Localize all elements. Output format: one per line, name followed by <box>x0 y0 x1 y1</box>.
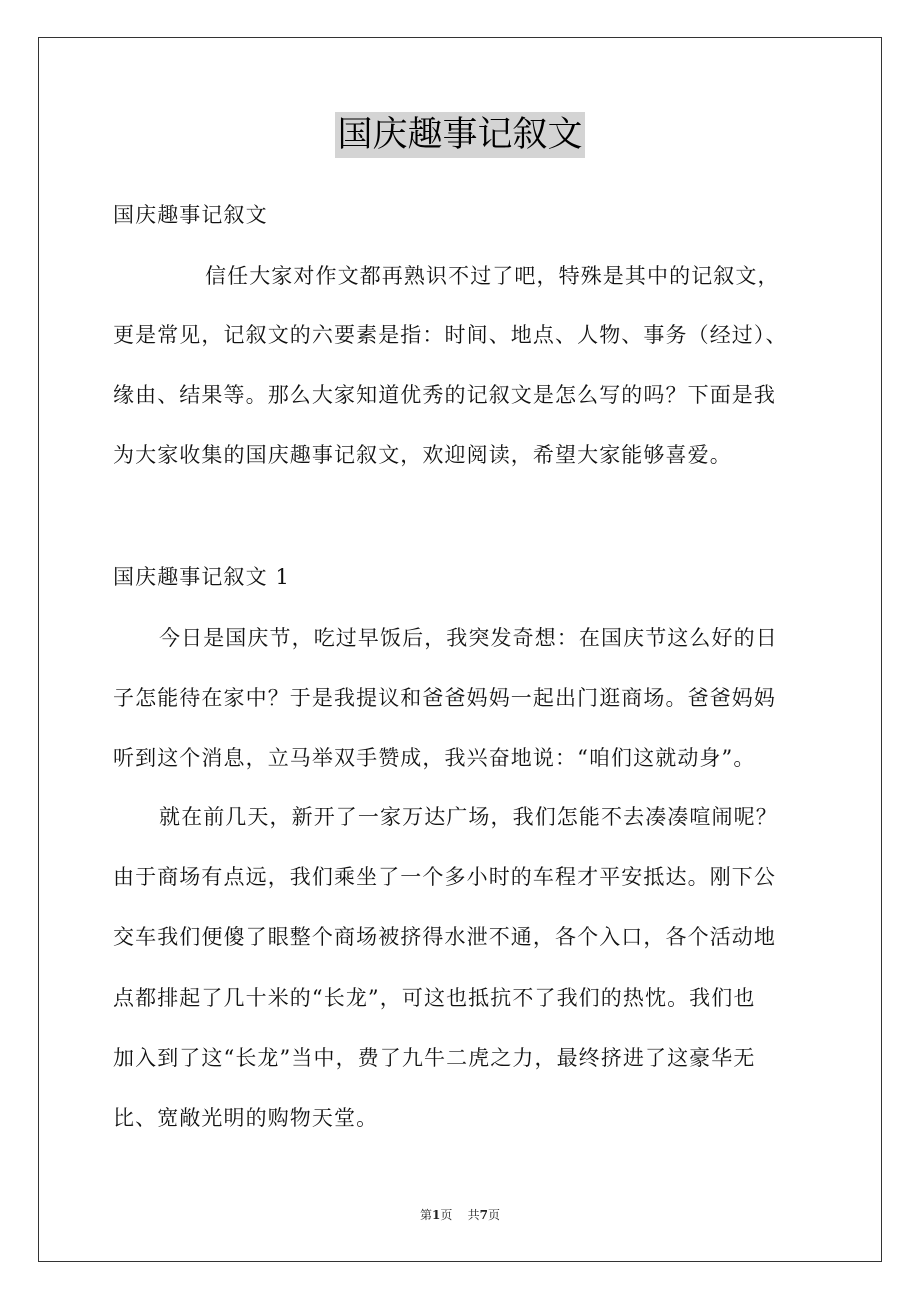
footer-total-prefix: 共 <box>467 1208 480 1222</box>
page-footer <box>0 1206 920 1224</box>
para1-line-2: 子怎能待在家中？于是我提议和爸爸妈妈一起出门逛商场。爸爸妈妈 <box>113 686 776 710</box>
footer-total-suffix: 页 <box>488 1208 501 1222</box>
intro-line-4: 为大家收集的国庆趣事记叙文，欢迎阅读，希望大家能够喜爱。 <box>113 443 732 467</box>
para2-line-2: 由于商场有点远，我们乘坐了一个多小时的车程才平安抵达。刚下公 <box>113 865 776 889</box>
title-container <box>0 112 920 158</box>
intro-line-3: 缘由、结果等。那么大家知道优秀的记叙文是怎么写的吗？下面是我 <box>113 383 776 407</box>
para1-line-1: 今日是国庆节，吃过早饭后，我突发奇想：在国庆节这么好的日 <box>159 626 778 650</box>
footer-page-prefix: 第 <box>419 1208 432 1222</box>
para2-line-6: 比、宽敞光明的购物天堂。 <box>113 1106 379 1130</box>
footer-page-suffix: 页 <box>440 1208 453 1222</box>
subtitle: 国庆趣事记叙文 <box>113 203 268 227</box>
section-heading: 国庆趣事记叙文 1 <box>113 565 290 589</box>
para2-line-1: 就在前几天，新开了一家万达广场，我们怎能不去凑凑喧闹呢？ <box>159 805 778 829</box>
para2-line-3: 交车我们便傻了眼整个商场被挤得水泄不通，各个入口，各个活动地 <box>113 925 776 949</box>
para2-line-5: 加入到了这“长龙”当中，费了九牛二虎之力，最终挤进了这豪华无 <box>113 1046 756 1070</box>
intro-line-2: 更是常见，记叙文的六要素是指：时间、地点、人物、事务（经过）、 <box>113 323 788 347</box>
para1-line-3: 听到这个消息，立马举双手赞成，我兴奋地说：“咱们这就动身”。 <box>113 746 756 770</box>
footer-page-total: 7 <box>479 1208 488 1222</box>
footer-page-current: 1 <box>431 1208 441 1222</box>
document-title: 国庆趣事记叙文 <box>335 112 584 158</box>
para2-line-4: 点都排起了几十米的“长龙”，可这也抵抗不了我们的热忱。我们也 <box>113 986 756 1010</box>
intro-line-1: 信任大家对作文都再熟识不过了吧，特殊是其中的记叙文， <box>205 264 780 288</box>
